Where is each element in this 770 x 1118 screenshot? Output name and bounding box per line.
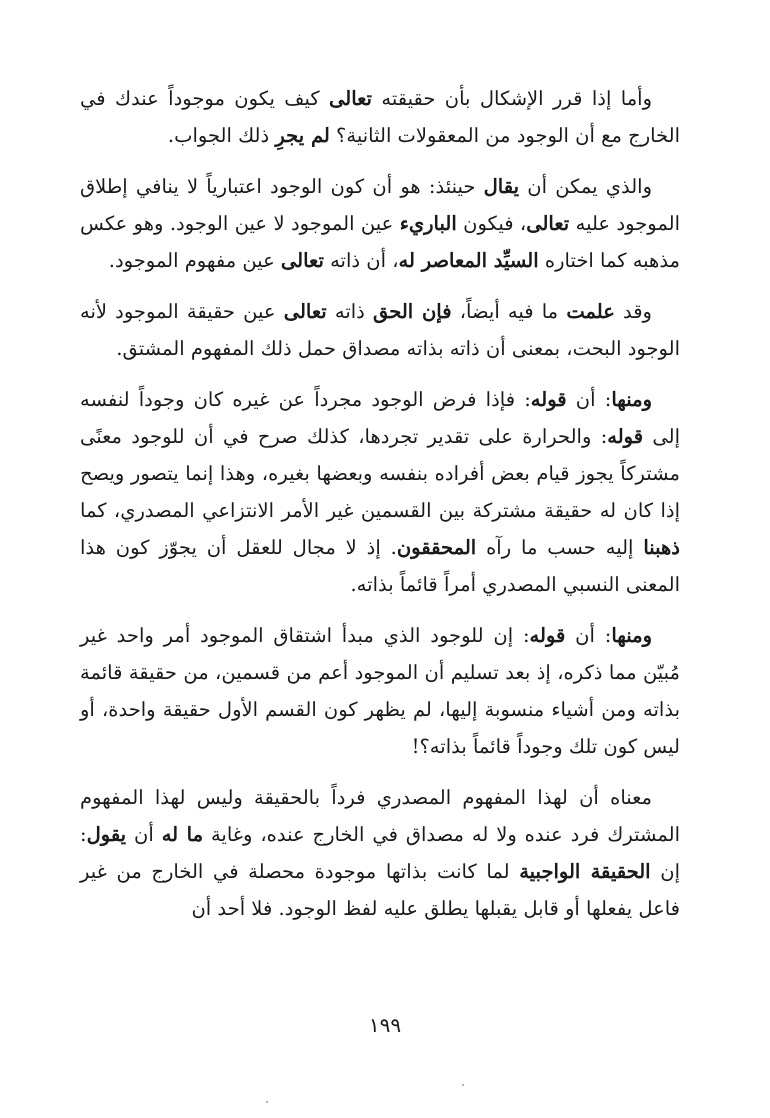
paragraph: [80, 779, 680, 927]
paragraph: [80, 293, 680, 367]
bold-term: ما له: [161, 823, 204, 846]
paragraph: [80, 168, 680, 279]
text-run: لما كانت بذاتها موجودة محصلة في الخارج من غير فاعل يفعلها أو قابل يقبلها يطلق عليه لفظ الوجود. فلا أحد أن: [80, 860, 680, 920]
text-run: وقد: [614, 300, 652, 323]
paragraph: [80, 381, 680, 603]
bold-term: المحققون: [396, 536, 477, 559]
page-body: [80, 80, 680, 941]
bold-term: تعالى: [329, 87, 372, 110]
text-run: والذي يمكن أن: [519, 175, 653, 198]
bold-term: يقال: [483, 175, 520, 198]
text-run: عين مفهوم الموجود.: [108, 249, 281, 272]
bold-term: قوله: [607, 425, 644, 448]
text-run: ذاته: [326, 300, 374, 323]
text-run: : أن: [565, 624, 612, 647]
bold-term: السيِّد المعاصر له: [398, 249, 539, 272]
text-run: عين حقيقة الموجود لأنه الوجود البحت، بمعنى أن ذاته بذاته مصداق حمل ذلك المفهوم المشتق.: [80, 300, 680, 360]
text-run: معناه أن لهذا المفهوم المصدري فرداً بالحقيقة وليس لهذا المفهوم المشترك فرد عنده ولا له مصداق في الخارج عنده، وغاية: [80, 786, 680, 846]
paragraph: [80, 80, 680, 154]
bold-term: قوله: [529, 624, 566, 647]
bold-term: فإن الحق: [373, 300, 452, 323]
text-run: إليه حسب ما رآه: [476, 536, 644, 559]
bold-term: تعالى: [283, 300, 327, 323]
text-run: ، أن ذاته: [323, 249, 399, 272]
text-run: : أن: [566, 388, 612, 411]
text-run: وأما إذا قرر الإشكال بأن حقيقته: [372, 87, 652, 110]
text-run: : إن للوجود الذي مبدأ اشتقاق الموجود أمر واحد غير مُبيّن مما ذكره، إذ بعد تسليم أن الموجود أعم من قسمين، من حقيقة قائمة بذاته ومن أشياء منسوبة إليها، لم يظهر كون القسم الأول حقيقة واحدة، أو ليس كون تلك وجوداً قائماً بذاته؟!: [80, 624, 680, 758]
text-run: : إن: [80, 823, 680, 883]
text-run: ، فيكون: [456, 212, 527, 235]
bold-term: تعالى: [280, 249, 324, 272]
paragraph: [80, 617, 680, 765]
bold-term: ومنها: [611, 624, 652, 647]
bold-term: الباريء: [399, 212, 457, 235]
bold-term: علمت: [566, 300, 615, 323]
bold-term: تعالى: [526, 212, 570, 235]
text-run: : فإذا فرض الوجود مجرداً عن غيره كان وجوداً لنفسه إلى: [80, 388, 681, 448]
text-run: كيف يكون موجوداً عندك في الخارج مع أن الوجود من المعقولات الثانية؟: [80, 87, 680, 147]
bold-term: ذهبنا: [643, 536, 680, 559]
text-run: عين الموجود لا عين الوجود. وهو عكس مذهبه كما اختاره: [80, 212, 680, 272]
text-run: ذلك الجواب.: [167, 124, 276, 147]
text-run: . إذ لا مجال للعقل أن يجوّز كون هذا المعنى النسبي المصدري أمراً قائماً بذاته.: [80, 536, 680, 596]
scan-speck: [462, 1084, 464, 1086]
text-run: حينئذ: هو أن كون الوجود اعتبارياً لا ينافي إطلاق الموجود عليه: [80, 175, 680, 235]
text-run: : والحرارة على تقدير تجردها، كذلك صرح في أن للوجود معنًى مشتركاً يجوز قيام بعض أفراده بنفسه وبعضها بغيره، وهذا إنما يتصور ويصح إذا كان له حقيقة مشتركة بين القسمين غير الأمر الانتزاعي المصدري، كما: [80, 425, 680, 522]
scan-speck: [266, 1101, 268, 1103]
bold-term: لم يجرِ: [275, 124, 330, 147]
bold-term: قوله: [530, 388, 567, 411]
text-run: ما فيه أيضاً،: [451, 300, 567, 323]
text-run: أن: [126, 823, 162, 846]
bold-term: يقول: [86, 823, 127, 846]
page-number: ١٩٩: [368, 1013, 402, 1037]
bold-term: ومنها: [611, 388, 652, 411]
bold-term: الحقيقة الواجبية: [519, 860, 651, 883]
